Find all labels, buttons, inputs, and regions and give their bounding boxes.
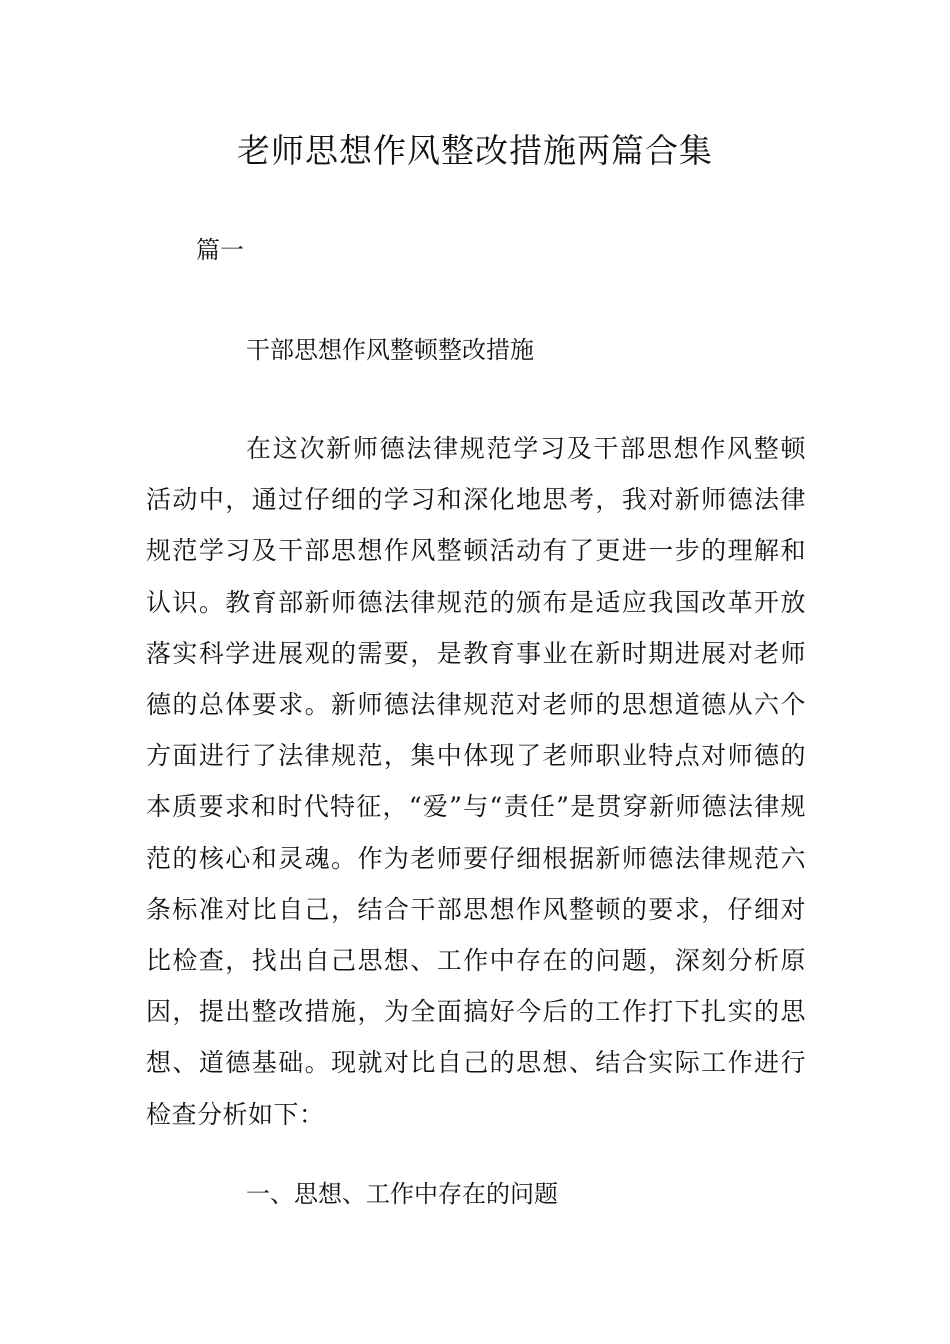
document-title: 老师思想作风整改措施两篇合集 bbox=[237, 131, 713, 170]
body-paragraph: 在这次新师德法律规范学习及干部思想作风整顿活动中，通过仔细的学习和深化地思考，我对新师德法律规范学习及干部思想作风整顿活动有了更进一步的理解和认识。教育部新师德法律规范的颁布是适应我国改革开放落实科学进展观的需要，是教育事业在新时期进展对老师德的总体要求。新师德法律规范对老师的思想道德从六个方面进行了法律规范，集中体现了老师职业特点对师德的本质要求和时代特征，“爱”与“责任”是贯穿新师德法律规范的核心和灵魂。作为老师要仔细根据新师德法律规范六条标准对比自己，结合干部思想作风整顿的要求，仔细对比检查，找出自己思想、工作中存在的问题，深刻分析原因，提出整改措施，为全面搞好今后的工作打下扎实的思想、道德基础。现就对比自己的思想、结合实际工作进行检查分析如下： bbox=[146, 434, 806, 1129]
article-subtitle: 干部思想作风整顿整改措施 bbox=[246, 336, 534, 364]
section-heading: 一、思想、工作中存在的问题 bbox=[246, 1180, 558, 1208]
section-label: 篇一 bbox=[196, 236, 244, 264]
